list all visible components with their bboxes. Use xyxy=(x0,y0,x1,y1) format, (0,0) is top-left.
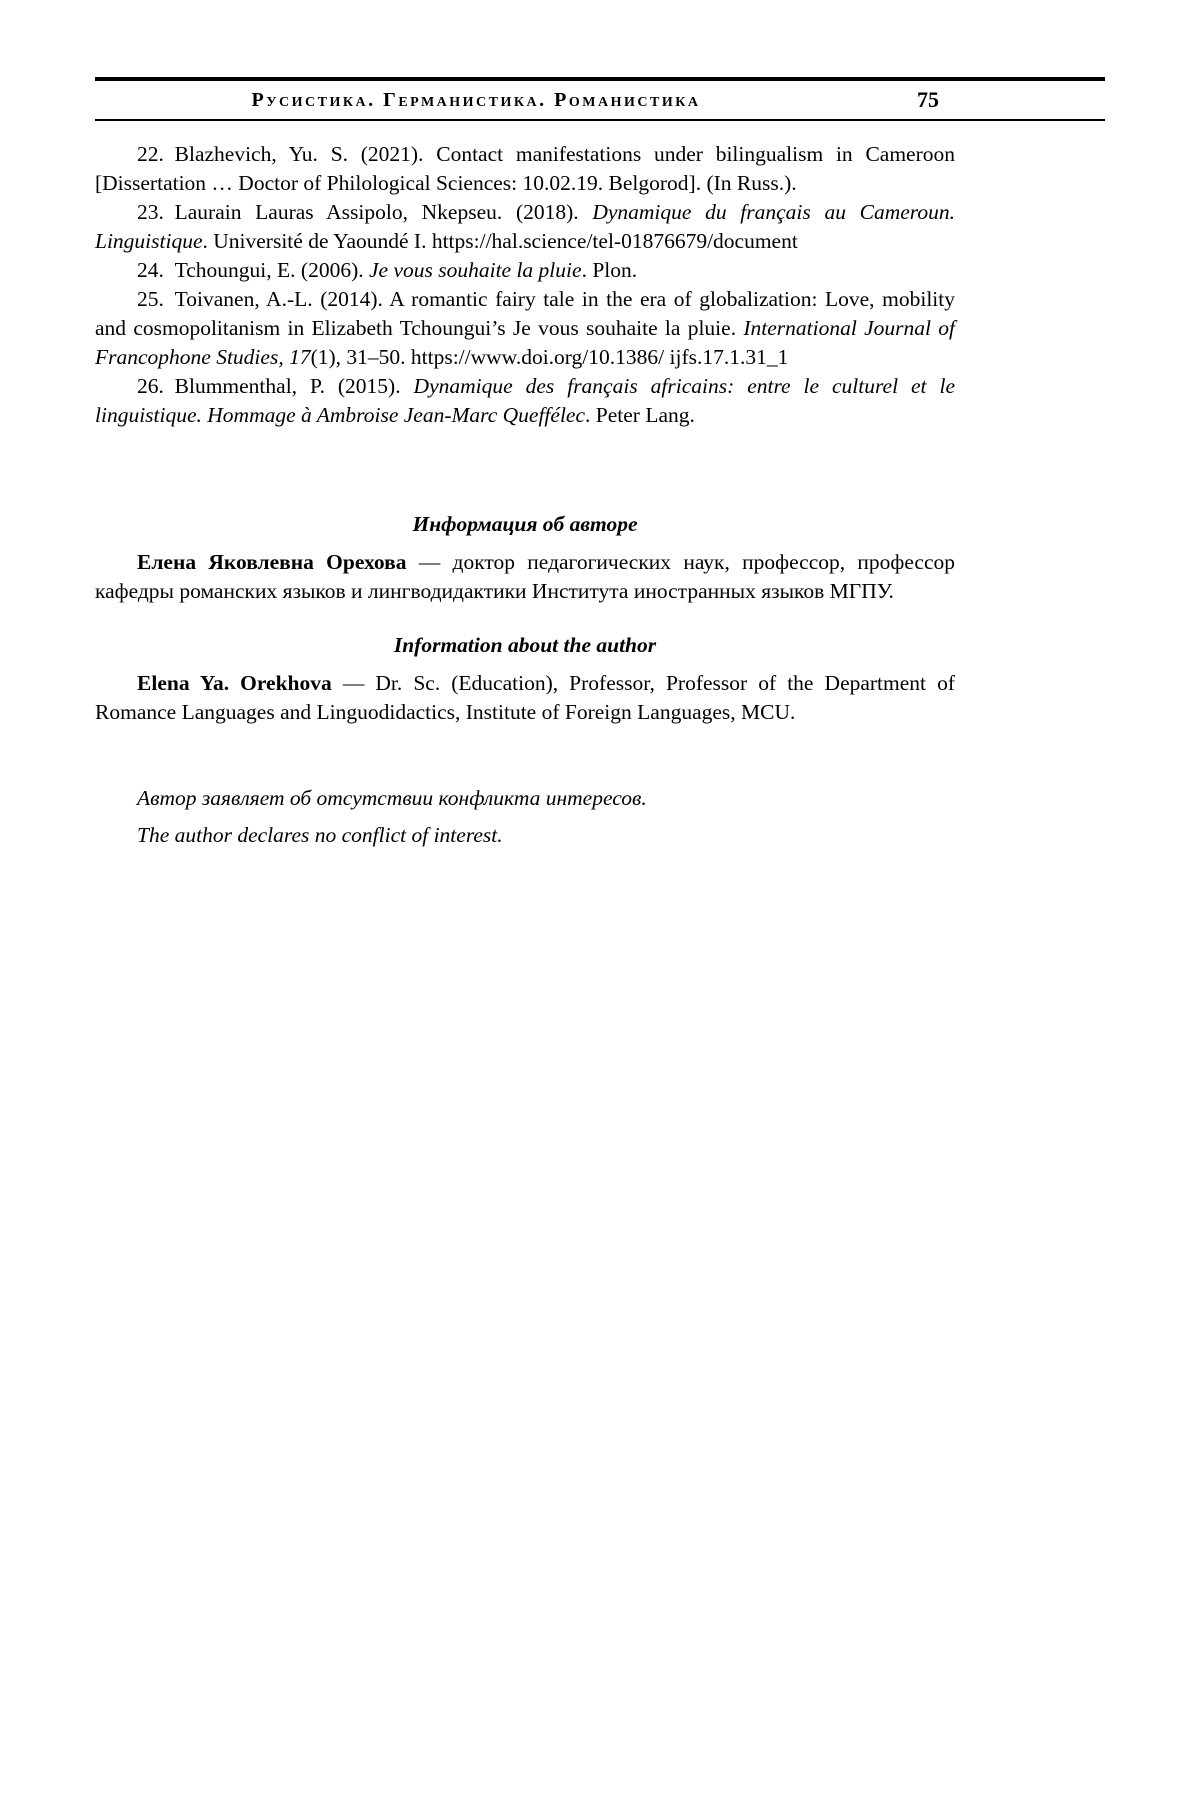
reference-segment: . Plon. xyxy=(581,258,638,282)
reference-item xyxy=(95,372,955,430)
author-info-heading-ru: Информация об авторе xyxy=(412,512,638,536)
reference-segment: . Peter Lang. xyxy=(585,403,695,427)
page-content xyxy=(95,121,955,850)
reference-segment: Dynamique du français au Cameroun. Linguistique xyxy=(95,200,955,253)
reference-item xyxy=(95,256,955,285)
reference-segment: . Université de Yaoundé I. https://hal.science/tel-01876679/document xyxy=(202,229,798,253)
reference-segment: (1), 31–50. https://www.doi.org/10.1386/ ijfs.17.1.31_1 xyxy=(310,345,789,369)
conflict-statement-en: The author declares no conflict of interest. xyxy=(137,823,503,847)
conflict-statement-ru: Автор заявляет об отсутствии конфликта интересов. xyxy=(137,786,647,810)
reference-segment: 22. Blazhevich, Yu. S. (2021). Contact manifestations under bilingualism in Cameroon [Dissertation … Doctor of Philological Sciences: 10.02.19. Belgorod]. (In Russ.). xyxy=(95,142,955,195)
reference-segment: 24. Tchoungui, E. (2006). xyxy=(137,258,369,282)
reference-item xyxy=(95,140,955,198)
reference-segment: 23. Laurain Lauras Assipolo, Nkepseu. (2018). xyxy=(137,200,593,224)
running-title: Русистика. Германистика. Романистика xyxy=(251,89,701,111)
author-info-heading-en: Information about the author xyxy=(393,633,657,657)
reference-segment: Je vous souhaite la pluie xyxy=(368,258,582,282)
journal-page xyxy=(0,0,1200,850)
reference-segment: 25. Toivanen, A.-L. (2014). A romantic fairy tale in the era of globalization: Love, mobility and cosmopolitanism in Elizabeth Tchoungui’s Je vous souhaite la pluie. xyxy=(95,287,955,340)
reference-item xyxy=(95,285,955,372)
author-info-paragraph-en xyxy=(95,669,955,727)
author-name-ru: Елена Яковлевна Орехова xyxy=(137,550,407,574)
reference-segment: International Journal of Francophone Studies, 17 xyxy=(95,316,955,369)
reference-item xyxy=(95,198,955,256)
author-info-paragraph-ru xyxy=(95,548,955,606)
reference-segment: Dynamique des français africains: entre le culturel et le linguistique. Hommage à Ambroise Jean-Marc Queffélec xyxy=(95,374,956,427)
author-description-en: — Dr. Sc. (Education), Professor, Professor of the Department of Romance Languages and Linguodidactics, Institute of Foreign Languages, MCU. xyxy=(95,671,955,724)
author-description-ru: — доктор педагогических наук, профессор, профессор кафедры романских языков и лингводидактики Института иностранных языков МГПУ. xyxy=(95,550,955,603)
page-number: 75 xyxy=(917,87,939,112)
author-name-en: Elena Ya. Orekhova xyxy=(137,671,332,695)
references-list xyxy=(95,140,955,430)
reference-segment: 26. Blummenthal, P. (2015). xyxy=(137,374,414,398)
page-header xyxy=(95,77,1105,121)
